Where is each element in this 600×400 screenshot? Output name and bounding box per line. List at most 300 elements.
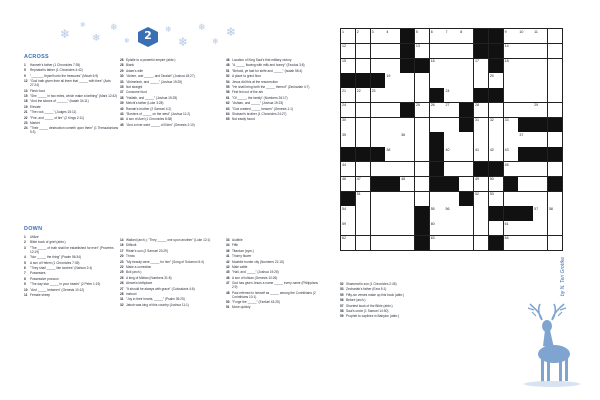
grid-cell[interactable] bbox=[385, 236, 399, 250]
grid-cell[interactable] bbox=[474, 118, 488, 132]
grid-cell[interactable] bbox=[341, 44, 355, 58]
grid-cell[interactable] bbox=[385, 132, 399, 146]
grid-cell-number: 19 bbox=[386, 73, 391, 78]
across-clue bbox=[120, 117, 216, 121]
grid-cell[interactable] bbox=[400, 236, 414, 250]
clue-number: 36 bbox=[226, 248, 230, 253]
clue-number: 3 bbox=[24, 245, 26, 250]
grid-cell[interactable] bbox=[548, 44, 562, 58]
across-clue bbox=[120, 85, 216, 89]
grid-cell[interactable] bbox=[356, 132, 370, 146]
grid-cell[interactable] bbox=[371, 192, 385, 206]
grid-block bbox=[504, 206, 518, 220]
grid-cell[interactable] bbox=[518, 132, 532, 146]
grid-cell[interactable] bbox=[415, 29, 429, 43]
grid-cell-number: 52 bbox=[475, 192, 480, 197]
grid-cell[interactable] bbox=[504, 221, 518, 235]
across-clue bbox=[226, 69, 322, 73]
grid-cell[interactable] bbox=[504, 59, 518, 73]
grid-cell[interactable] bbox=[385, 59, 399, 73]
grid-cell[interactable] bbox=[415, 88, 429, 102]
grid-cell[interactable] bbox=[341, 162, 355, 176]
grid-cell[interactable] bbox=[371, 206, 385, 220]
grid-cell[interactable] bbox=[444, 118, 458, 132]
clue-text: Market bbox=[30, 120, 40, 125]
grid-cell[interactable] bbox=[489, 221, 503, 235]
grid-block bbox=[371, 73, 385, 87]
grid-cell-number: 11 bbox=[534, 29, 538, 34]
grid-block bbox=[415, 221, 429, 235]
grid-cell[interactable] bbox=[385, 88, 399, 102]
grid-cell[interactable] bbox=[415, 44, 429, 58]
grid-cell[interactable] bbox=[430, 206, 444, 220]
grid-cell[interactable] bbox=[548, 132, 562, 146]
grid-cell[interactable] bbox=[400, 177, 414, 191]
down-clue bbox=[24, 235, 120, 239]
down-clue bbox=[226, 281, 322, 289]
grid-cell-number: 51 bbox=[356, 192, 361, 197]
down-clue bbox=[226, 249, 322, 253]
clue-text: Make a correction bbox=[126, 264, 152, 269]
grid-cell-number: 15 bbox=[342, 59, 346, 64]
clue-text: "Borders of _____ on the west" (Joshua 11:2) bbox=[126, 111, 191, 116]
grid-cell-number: 3 bbox=[371, 29, 374, 34]
grid-cell[interactable] bbox=[415, 103, 429, 117]
grid-cell[interactable] bbox=[371, 29, 385, 43]
grid-cell[interactable] bbox=[533, 132, 547, 146]
grid-cell[interactable] bbox=[518, 59, 532, 73]
grid-cell[interactable] bbox=[356, 192, 370, 206]
down-clue bbox=[24, 271, 120, 275]
grid-cell[interactable] bbox=[444, 221, 458, 235]
clue-text: Throw bbox=[126, 254, 135, 259]
grid-cell[interactable] bbox=[533, 177, 547, 191]
grid-cell[interactable] bbox=[400, 132, 414, 146]
grid-cell[interactable] bbox=[459, 162, 473, 176]
across-clue bbox=[24, 79, 120, 87]
grid-cell[interactable] bbox=[474, 177, 488, 191]
grid-cell[interactable] bbox=[430, 44, 444, 58]
grid-cell[interactable] bbox=[474, 73, 488, 87]
grid-cell[interactable] bbox=[385, 221, 399, 235]
grid-cell[interactable] bbox=[518, 73, 532, 87]
grid-cell-number: 33 bbox=[504, 118, 509, 123]
grid-cell[interactable] bbox=[430, 103, 444, 117]
grid-cell[interactable] bbox=[533, 192, 547, 206]
grid-cell[interactable] bbox=[533, 88, 547, 102]
grid-cell[interactable] bbox=[415, 118, 429, 132]
grid-cell[interactable] bbox=[400, 118, 414, 132]
clue-text: Shobani's brother (1 Chronicles 24:27) bbox=[232, 111, 287, 116]
grid-block bbox=[548, 118, 562, 132]
grid-cell[interactable] bbox=[548, 221, 562, 235]
grid-cell[interactable] bbox=[489, 147, 503, 161]
grid-cell[interactable] bbox=[504, 44, 518, 58]
grid-cell[interactable] bbox=[356, 103, 370, 117]
grid-cell[interactable] bbox=[400, 88, 414, 102]
down-clue bbox=[120, 270, 216, 274]
grid-cell[interactable] bbox=[400, 192, 414, 206]
grid-cell[interactable] bbox=[518, 221, 532, 235]
grid-cell[interactable] bbox=[415, 132, 429, 146]
clue-number: 21 bbox=[24, 110, 28, 115]
grid-cell[interactable] bbox=[430, 221, 444, 235]
grid-block bbox=[474, 88, 488, 102]
grid-cell[interactable] bbox=[444, 88, 458, 102]
grid-cell[interactable] bbox=[385, 162, 399, 176]
grid-cell[interactable] bbox=[356, 88, 370, 102]
grid-cell[interactable] bbox=[474, 103, 488, 117]
grid-cell-number: 1 bbox=[342, 29, 344, 34]
grid-cell[interactable] bbox=[518, 236, 532, 250]
across-clue bbox=[24, 110, 120, 114]
grid-cell[interactable] bbox=[385, 147, 399, 161]
grid-cell[interactable] bbox=[430, 118, 444, 132]
grid-cell[interactable] bbox=[356, 162, 370, 176]
clue-number: 9 bbox=[24, 73, 26, 78]
clue-text: Female sheep bbox=[30, 292, 51, 297]
grid-cell[interactable] bbox=[518, 162, 532, 176]
grid-block bbox=[400, 59, 414, 73]
snowflake-icon: ❄ bbox=[212, 37, 219, 46]
grid-cell[interactable] bbox=[474, 236, 488, 250]
grid-cell[interactable] bbox=[341, 206, 355, 220]
grid-block bbox=[489, 44, 503, 58]
clue-number: 1 bbox=[24, 235, 26, 239]
grid-cell[interactable] bbox=[533, 206, 547, 220]
grid-cell-number: 23 bbox=[371, 88, 376, 93]
clue-text: Shammah's son (1 Chronicles 2:45) bbox=[346, 282, 397, 286]
grid-cell[interactable] bbox=[504, 88, 518, 102]
grid-cell[interactable] bbox=[533, 73, 547, 87]
grid-cell[interactable] bbox=[341, 29, 355, 43]
grid-cell[interactable] bbox=[415, 177, 429, 191]
grid-cell[interactable] bbox=[341, 103, 355, 117]
grid-cell[interactable] bbox=[504, 73, 518, 87]
grid-cell-number: 10 bbox=[519, 29, 524, 34]
grid-cell-number: 47 bbox=[356, 177, 361, 182]
grid-cell[interactable] bbox=[430, 59, 444, 73]
grid-cell[interactable] bbox=[533, 103, 547, 117]
clue-text: "Fire, and _____ of fire" (2 Kings 2:11) bbox=[30, 115, 84, 120]
grid-cell[interactable] bbox=[474, 221, 488, 235]
grid-cell[interactable] bbox=[504, 147, 518, 161]
grid-cell[interactable] bbox=[474, 132, 488, 146]
grid-cell[interactable] bbox=[504, 132, 518, 146]
grid-cell[interactable] bbox=[371, 221, 385, 235]
across-clue bbox=[24, 74, 120, 78]
grid-cell[interactable] bbox=[533, 236, 547, 250]
grid-cell[interactable] bbox=[371, 236, 385, 250]
grid-cell[interactable] bbox=[444, 59, 458, 73]
down-clue bbox=[226, 254, 322, 258]
grid-block bbox=[341, 192, 355, 206]
clue-number: 50 bbox=[226, 299, 230, 304]
grid-cell[interactable] bbox=[444, 162, 458, 176]
clue-number: 58 bbox=[226, 90, 230, 95]
grid-cell-number: 21 bbox=[342, 88, 346, 93]
grid-cell[interactable] bbox=[371, 59, 385, 73]
grid-cell[interactable] bbox=[548, 88, 562, 102]
clue-text: Blank bbox=[126, 63, 134, 68]
grid-cell[interactable] bbox=[474, 147, 488, 161]
grid-cell[interactable] bbox=[474, 206, 488, 220]
grid-block bbox=[341, 147, 355, 161]
clue-number: 16 bbox=[120, 243, 124, 248]
grid-cell[interactable] bbox=[459, 29, 473, 43]
clue-number: 8 bbox=[24, 276, 26, 281]
grid-cell[interactable] bbox=[533, 44, 547, 58]
down-clue bbox=[24, 240, 120, 244]
grid-cell-number: 7 bbox=[445, 29, 448, 34]
clue-text: Rephaiah's father (1 Chronicles 4:42) bbox=[30, 68, 83, 73]
grid-cell[interactable] bbox=[371, 132, 385, 146]
grid-cell[interactable] bbox=[533, 221, 547, 235]
down-clue bbox=[226, 276, 322, 280]
grid-cell[interactable] bbox=[341, 221, 355, 235]
clue-text: Jesus did this at the resurrection bbox=[232, 79, 278, 84]
grid-cell[interactable] bbox=[518, 44, 532, 58]
grid-cell[interactable] bbox=[356, 206, 370, 220]
grid-cell[interactable] bbox=[341, 88, 355, 102]
clue-text: Not easily found bbox=[232, 117, 255, 122]
snowflake-icon: ❄ bbox=[110, 23, 118, 33]
clue-text: "They shall _____ like torches" (Nahum 2:4) bbox=[30, 265, 93, 270]
clue-number: 59 bbox=[340, 314, 344, 319]
grid-cell-number: 6 bbox=[430, 29, 433, 34]
grid-cell[interactable] bbox=[356, 59, 370, 73]
clue-number: 26 bbox=[120, 281, 124, 286]
grid-cell[interactable] bbox=[385, 44, 399, 58]
grid-block bbox=[459, 118, 473, 132]
grid-cell[interactable] bbox=[415, 73, 429, 87]
grid-cell[interactable] bbox=[341, 59, 355, 73]
grid-cell[interactable] bbox=[400, 147, 414, 161]
grid-block bbox=[489, 236, 503, 250]
across-clue bbox=[226, 58, 322, 62]
across-clue bbox=[226, 85, 322, 89]
grid-cell[interactable] bbox=[385, 192, 399, 206]
clue-text: Melchi's father (Luke 3:28) bbox=[126, 101, 164, 106]
clue-text: Jabob was king of this country (Joshua 11:1) bbox=[126, 302, 189, 307]
grid-cell-number: 63 bbox=[430, 236, 435, 241]
grid-cell[interactable] bbox=[356, 44, 370, 58]
grid-block bbox=[533, 118, 547, 132]
snowflake-icon: ❄ bbox=[124, 37, 130, 45]
grid-cell[interactable] bbox=[459, 221, 473, 235]
grid-cell[interactable] bbox=[533, 59, 547, 73]
grid-cell[interactable] bbox=[371, 118, 385, 132]
snowflake-icon: ❄ bbox=[178, 35, 189, 49]
grid-cell[interactable] bbox=[548, 59, 562, 73]
grid-cell[interactable] bbox=[504, 192, 518, 206]
grid-cell[interactable] bbox=[341, 132, 355, 146]
clue-number: 48 bbox=[226, 290, 230, 295]
clue-number: 6 bbox=[24, 265, 26, 270]
grid-cell[interactable] bbox=[415, 192, 429, 206]
grid-cell[interactable] bbox=[385, 73, 399, 87]
grid-cell[interactable] bbox=[489, 132, 503, 146]
grid-block bbox=[415, 236, 429, 250]
grid-block bbox=[430, 147, 444, 161]
grid-cell[interactable] bbox=[444, 236, 458, 250]
grid-cell[interactable] bbox=[356, 221, 370, 235]
grid-cell[interactable] bbox=[371, 44, 385, 58]
clue-number: 10 bbox=[24, 287, 28, 292]
grid-cell[interactable] bbox=[489, 103, 503, 117]
down-heading: DOWN bbox=[24, 226, 43, 232]
grid-cell[interactable] bbox=[356, 29, 370, 43]
grid-cell[interactable] bbox=[400, 73, 414, 87]
grid-cell[interactable] bbox=[548, 206, 562, 220]
across-clue bbox=[120, 112, 216, 116]
grid-cell[interactable] bbox=[430, 29, 444, 43]
grid-cell[interactable] bbox=[459, 73, 473, 87]
clue-number: 32 bbox=[120, 302, 124, 307]
grid-cell-number: 60 bbox=[430, 221, 435, 226]
grid-cell[interactable] bbox=[518, 192, 532, 206]
grid-cell[interactable] bbox=[341, 177, 355, 191]
clue-text: "Joy in their hearts, _____" (Psalm 35:25) bbox=[126, 297, 185, 302]
grid-cell[interactable] bbox=[504, 118, 518, 132]
grid-cell[interactable] bbox=[489, 118, 503, 132]
clue-text: Abram's birthplace bbox=[126, 281, 153, 286]
grid-cell[interactable] bbox=[430, 73, 444, 87]
grid-cell[interactable] bbox=[444, 29, 458, 43]
clue-text: Possesses bbox=[30, 271, 46, 276]
snowflake-icon: ❄ bbox=[165, 25, 172, 34]
grid-cell[interactable] bbox=[400, 206, 414, 220]
grid-cell[interactable] bbox=[548, 73, 562, 87]
grid-block bbox=[415, 59, 429, 73]
grid-cell[interactable] bbox=[371, 103, 385, 117]
grid-cell[interactable] bbox=[400, 221, 414, 235]
clue-text: "The _____ of truth shall be established for ever" (Proverbs 12:19) bbox=[30, 245, 114, 254]
grid-block bbox=[518, 206, 532, 220]
grid-cell[interactable] bbox=[489, 73, 503, 87]
grid-cell[interactable] bbox=[385, 118, 399, 132]
grid-cell-number: 55 bbox=[430, 206, 435, 211]
down-clue bbox=[24, 277, 120, 281]
grid-cell[interactable] bbox=[415, 147, 429, 161]
grid-cell[interactable] bbox=[459, 132, 473, 146]
grid-cell[interactable] bbox=[459, 59, 473, 73]
grid-cell[interactable] bbox=[444, 206, 458, 220]
grid-cell[interactable] bbox=[548, 192, 562, 206]
grid-cell[interactable] bbox=[504, 162, 518, 176]
clue-number: 33 bbox=[120, 79, 124, 84]
grid-cell[interactable] bbox=[518, 88, 532, 102]
clue-number: 34 bbox=[226, 243, 230, 248]
grid-cell[interactable] bbox=[459, 206, 473, 220]
grid-cell[interactable] bbox=[548, 103, 562, 117]
grid-cell-number: 20 bbox=[489, 73, 494, 78]
clue-number: 41 bbox=[226, 254, 230, 259]
grid-cell[interactable] bbox=[504, 103, 518, 117]
across-clue bbox=[120, 80, 216, 84]
grid-cell[interactable] bbox=[356, 118, 370, 132]
grid-cell[interactable] bbox=[385, 206, 399, 220]
grid-cell[interactable] bbox=[415, 162, 429, 176]
down-clue bbox=[24, 282, 120, 286]
grid-block bbox=[430, 132, 444, 146]
clue-text: Hanneh's father (1 Chronicles 7:35) bbox=[30, 63, 81, 67]
grid-cell[interactable] bbox=[444, 147, 458, 161]
grid-cell-number: 38 bbox=[386, 147, 391, 152]
grid-cell[interactable] bbox=[504, 236, 518, 250]
grid-cell[interactable] bbox=[518, 29, 532, 43]
snowflake-icon: ❄ bbox=[92, 33, 101, 44]
across-clue bbox=[226, 117, 322, 121]
down-clue bbox=[24, 288, 120, 292]
grid-cell[interactable] bbox=[518, 177, 532, 191]
grid-cell[interactable] bbox=[444, 44, 458, 58]
grid-cell[interactable] bbox=[459, 44, 473, 58]
grid-cell[interactable] bbox=[459, 88, 473, 102]
grid-cell[interactable] bbox=[474, 59, 488, 73]
clue-text: God has given Jesus a name _____ every name (Philippians 2:9) bbox=[232, 281, 318, 290]
grid-cell[interactable] bbox=[548, 29, 562, 43]
grid-cell[interactable] bbox=[459, 177, 473, 191]
grid-cell-number: 48 bbox=[401, 177, 406, 182]
grid-cell[interactable] bbox=[489, 192, 503, 206]
across-clue bbox=[24, 126, 120, 134]
clue-text: "Forge the _____" (Ezekiel 43:25) bbox=[232, 299, 280, 304]
grid-cell[interactable] bbox=[504, 29, 518, 43]
across-clue bbox=[120, 58, 216, 62]
grid-cell[interactable] bbox=[385, 103, 399, 117]
grid-cell[interactable] bbox=[430, 192, 444, 206]
grid-cell[interactable] bbox=[444, 103, 458, 117]
grid-cell[interactable] bbox=[385, 29, 399, 43]
clue-number: 22 bbox=[24, 115, 28, 120]
grid-cell[interactable] bbox=[548, 236, 562, 250]
down-clue bbox=[120, 276, 216, 280]
grid-cell[interactable] bbox=[533, 162, 547, 176]
grid-block bbox=[474, 29, 488, 43]
grid-cell[interactable] bbox=[400, 162, 414, 176]
grid-cell[interactable] bbox=[459, 236, 473, 250]
down-clue bbox=[340, 298, 460, 302]
grid-cell[interactable] bbox=[489, 177, 503, 191]
clue-number: 46 bbox=[226, 275, 230, 280]
grid-cell[interactable] bbox=[444, 132, 458, 146]
grid-cell[interactable] bbox=[548, 162, 562, 176]
clue-number: 51 bbox=[226, 305, 230, 310]
grid-cell[interactable] bbox=[371, 162, 385, 176]
grid-cell[interactable] bbox=[341, 236, 355, 250]
clue-number: 43 bbox=[120, 111, 124, 116]
grid-cell[interactable] bbox=[341, 118, 355, 132]
grid-cell[interactable] bbox=[356, 236, 370, 250]
grid-cell[interactable] bbox=[533, 29, 547, 43]
clue-text: Instruct bbox=[126, 291, 137, 296]
grid-block bbox=[474, 44, 488, 58]
grid-cell[interactable] bbox=[356, 177, 370, 191]
clue-number: 44 bbox=[120, 117, 124, 122]
grid-cell[interactable] bbox=[518, 103, 532, 117]
grid-cell-number: 8 bbox=[460, 29, 463, 34]
grid-cell[interactable] bbox=[474, 192, 488, 206]
grid-cell[interactable] bbox=[430, 236, 444, 250]
clue-number: 15 bbox=[24, 93, 28, 98]
grid-cell[interactable] bbox=[459, 147, 473, 161]
grid-cell[interactable] bbox=[444, 192, 458, 206]
down-clue bbox=[226, 260, 322, 264]
grid-cell[interactable] bbox=[444, 73, 458, 87]
clue-number: 22 bbox=[120, 264, 124, 269]
grid-cell[interactable] bbox=[371, 88, 385, 102]
